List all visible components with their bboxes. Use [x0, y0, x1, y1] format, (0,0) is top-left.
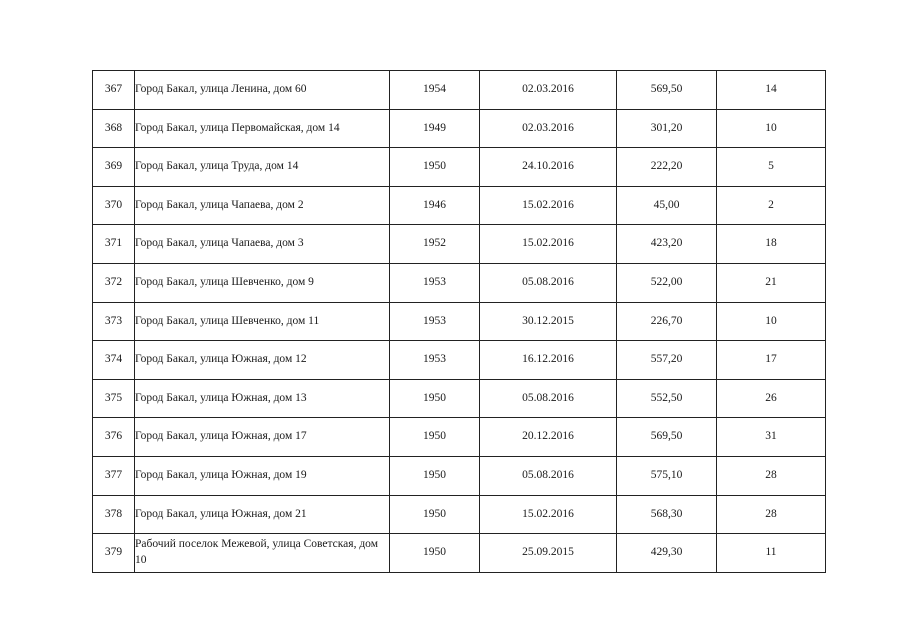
area-cell: 429,30 — [617, 534, 717, 573]
address-cell: Город Бакал, улица Труда, дом 14 — [135, 148, 390, 187]
date-cell: 05.08.2016 — [480, 379, 617, 418]
area-cell: 301,20 — [617, 109, 717, 148]
row-number-cell: 372 — [93, 263, 135, 302]
build-year-cell: 1950 — [390, 534, 480, 573]
table-row — [93, 456, 826, 495]
area-cell: 569,50 — [617, 71, 717, 110]
residents-cell: 26 — [717, 379, 826, 418]
build-year-cell: 1954 — [390, 71, 480, 110]
row-number-cell: 370 — [93, 186, 135, 225]
table-row — [93, 225, 826, 264]
row-number-cell: 375 — [93, 379, 135, 418]
build-year-cell: 1950 — [390, 418, 480, 457]
date-cell: 05.08.2016 — [480, 456, 617, 495]
address-cell: Город Бакал, улица Южная, дом 17 — [135, 418, 390, 457]
address-cell: Город Бакал, улица Шевченко, дом 9 — [135, 263, 390, 302]
address-cell: Рабочий поселок Межевой, улица Советская, дом 10 — [135, 534, 390, 573]
date-cell: 25.09.2015 — [480, 534, 617, 573]
build-year-cell: 1953 — [390, 341, 480, 380]
build-year-cell: 1950 — [390, 379, 480, 418]
area-cell: 575,10 — [617, 456, 717, 495]
build-year-cell: 1949 — [390, 109, 480, 148]
date-cell: 15.02.2016 — [480, 186, 617, 225]
date-cell: 05.08.2016 — [480, 263, 617, 302]
area-cell: 569,50 — [617, 418, 717, 457]
date-cell: 15.02.2016 — [480, 225, 617, 264]
row-number-cell: 374 — [93, 341, 135, 380]
row-number-cell: 379 — [93, 534, 135, 573]
residents-cell: 28 — [717, 456, 826, 495]
residents-cell: 28 — [717, 495, 826, 534]
row-number-cell: 367 — [93, 71, 135, 110]
area-cell: 45,00 — [617, 186, 717, 225]
build-year-cell: 1950 — [390, 456, 480, 495]
area-cell: 222,20 — [617, 148, 717, 187]
date-cell: 02.03.2016 — [480, 109, 617, 148]
date-cell: 20.12.2016 — [480, 418, 617, 457]
address-cell: Город Бакал, улица Шевченко, дом 11 — [135, 302, 390, 341]
residents-cell: 11 — [717, 534, 826, 573]
housing-registry-table — [92, 70, 826, 573]
residents-cell: 14 — [717, 71, 826, 110]
residents-cell: 10 — [717, 109, 826, 148]
address-cell: Город Бакал, улица Южная, дом 21 — [135, 495, 390, 534]
build-year-cell: 1946 — [390, 186, 480, 225]
build-year-cell: 1953 — [390, 302, 480, 341]
date-cell: 30.12.2015 — [480, 302, 617, 341]
address-cell: Город Бакал, улица Южная, дом 13 — [135, 379, 390, 418]
area-cell: 557,20 — [617, 341, 717, 380]
address-cell: Город Бакал, улица Чапаева, дом 3 — [135, 225, 390, 264]
area-cell: 226,70 — [617, 302, 717, 341]
residents-cell: 21 — [717, 263, 826, 302]
address-cell: Город Бакал, улица Ленина, дом 60 — [135, 71, 390, 110]
table-body — [93, 71, 826, 573]
table-row — [93, 302, 826, 341]
date-cell: 15.02.2016 — [480, 495, 617, 534]
build-year-cell: 1950 — [390, 495, 480, 534]
table-row — [93, 186, 826, 225]
area-cell: 522,00 — [617, 263, 717, 302]
residents-cell: 2 — [717, 186, 826, 225]
address-cell: Город Бакал, улица Чапаева, дом 2 — [135, 186, 390, 225]
table-row — [93, 148, 826, 187]
residents-cell: 31 — [717, 418, 826, 457]
residents-cell: 5 — [717, 148, 826, 187]
date-cell: 02.03.2016 — [480, 71, 617, 110]
row-number-cell: 376 — [93, 418, 135, 457]
date-cell: 16.12.2016 — [480, 341, 617, 380]
area-cell: 552,50 — [617, 379, 717, 418]
table-row — [93, 495, 826, 534]
build-year-cell: 1952 — [390, 225, 480, 264]
row-number-cell: 378 — [93, 495, 135, 534]
build-year-cell: 1950 — [390, 148, 480, 187]
area-cell: 423,20 — [617, 225, 717, 264]
row-number-cell: 371 — [93, 225, 135, 264]
row-number-cell: 368 — [93, 109, 135, 148]
row-number-cell: 369 — [93, 148, 135, 187]
table-row — [93, 418, 826, 457]
table-row — [93, 109, 826, 148]
address-cell: Город Бакал, улица Южная, дом 12 — [135, 341, 390, 380]
table-row — [93, 341, 826, 380]
residents-cell: 17 — [717, 341, 826, 380]
table-row — [93, 534, 826, 573]
row-number-cell: 373 — [93, 302, 135, 341]
address-cell: Город Бакал, улица Первомайская, дом 14 — [135, 109, 390, 148]
build-year-cell: 1953 — [390, 263, 480, 302]
table-row — [93, 379, 826, 418]
date-cell: 24.10.2016 — [480, 148, 617, 187]
table-row — [93, 263, 826, 302]
address-cell: Город Бакал, улица Южная, дом 19 — [135, 456, 390, 495]
residents-cell: 10 — [717, 302, 826, 341]
table-row — [93, 71, 826, 110]
residents-cell: 18 — [717, 225, 826, 264]
row-number-cell: 377 — [93, 456, 135, 495]
area-cell: 568,30 — [617, 495, 717, 534]
